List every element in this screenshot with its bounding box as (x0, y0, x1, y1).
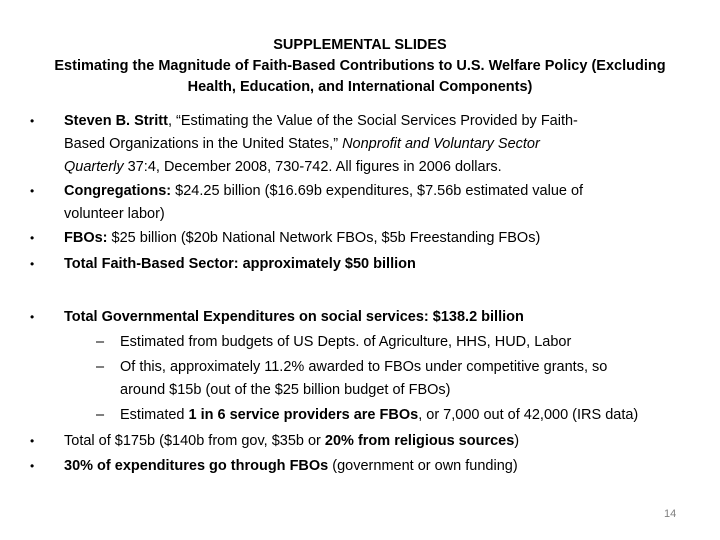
gov-expenditures-text: Total Governmental Expenditures on social services: $138.2 billion (64, 309, 524, 325)
bullet-text (64, 227, 694, 250)
citation-text-3: 37:4, December 2008, 730-742. All figures in 2006 dollars. (123, 159, 502, 175)
congregations-label: Congregations: (64, 183, 172, 199)
bullet-text (64, 180, 694, 226)
title-line-2: Estimating the Magnitude of Faith-Based Contributions to U.S. Welfare Policy (Excluding (54, 58, 666, 74)
journal-name-1: Nonprofit and Voluntary Sector (342, 136, 540, 152)
providers-text-pre: Estimated (120, 407, 189, 423)
congregations-text-1: $24.25 billion ($16.69b expenditures, $7.56b estimated value of (171, 183, 584, 199)
sub-bullet-marker: – (96, 359, 105, 375)
total-faith-based-text: Total Faith-Based Sector: approximately $50 billion (64, 256, 416, 272)
total-175b-text-bold: 20% from religious sources (324, 433, 515, 449)
citation-text-1: , “Estimating the Value of the Social Services Provided by Faith- (167, 113, 578, 129)
title-line-1: SUPPLEMENTAL SLIDES (273, 37, 447, 53)
bullet-text (64, 110, 694, 179)
total-175b-text-pre: Total of $175b ($140b from gov, $35b or (64, 433, 325, 449)
sub-bullet-marker: – (96, 334, 105, 350)
total-175b-text-post: ) (514, 433, 520, 449)
bullet-marker: • (30, 459, 35, 473)
bullet-marker: • (30, 114, 35, 128)
thirty-percent-text-bold: 30% of expenditures go through FBOs (64, 458, 329, 474)
bullet-marker: • (30, 184, 35, 198)
thirty-percent-text-post: (government or own funding) (328, 458, 518, 474)
bullet-text (64, 455, 694, 478)
bullet-marker: • (30, 231, 35, 245)
page-number: 14 (664, 508, 677, 520)
bullet-marker: • (30, 310, 35, 324)
fbos-label: FBOs: (64, 230, 108, 246)
providers-text-bold: 1 in 6 service providers are FBOs (188, 407, 419, 423)
fbos-text: $25 billion ($20b National Network FBOs, $5b Freestanding FBOs) (107, 230, 541, 246)
author-name: Steven B. Stritt (64, 113, 168, 129)
bullet-marker: • (30, 434, 35, 448)
sub-bullet-marker: – (96, 407, 105, 423)
grants-text-1: Of this, approximately 11.2% awarded to FBOs under competitive grants, so (120, 359, 608, 375)
slide-title (20, 35, 700, 98)
providers-text-post: , or 7,000 out of 42,000 (IRS data) (418, 407, 639, 423)
title-line-3: Health, Education, and International Components) (187, 79, 533, 95)
grants-text-2: around $15b (out of the $25 billion budget of FBOs) (120, 382, 451, 398)
bullet-text (64, 430, 694, 453)
bullet-text (64, 253, 694, 276)
bullet-marker: • (30, 257, 35, 271)
citation-text-2: Based Organizations in the United States,” (64, 136, 343, 152)
bullet-text (64, 306, 694, 329)
journal-name-2: Quarterly (64, 159, 124, 175)
congregations-text-2: volunteer labor) (64, 206, 165, 222)
budgets-text: Estimated from budgets of US Depts. of Agriculture, HHS, HUD, Labor (120, 334, 572, 350)
